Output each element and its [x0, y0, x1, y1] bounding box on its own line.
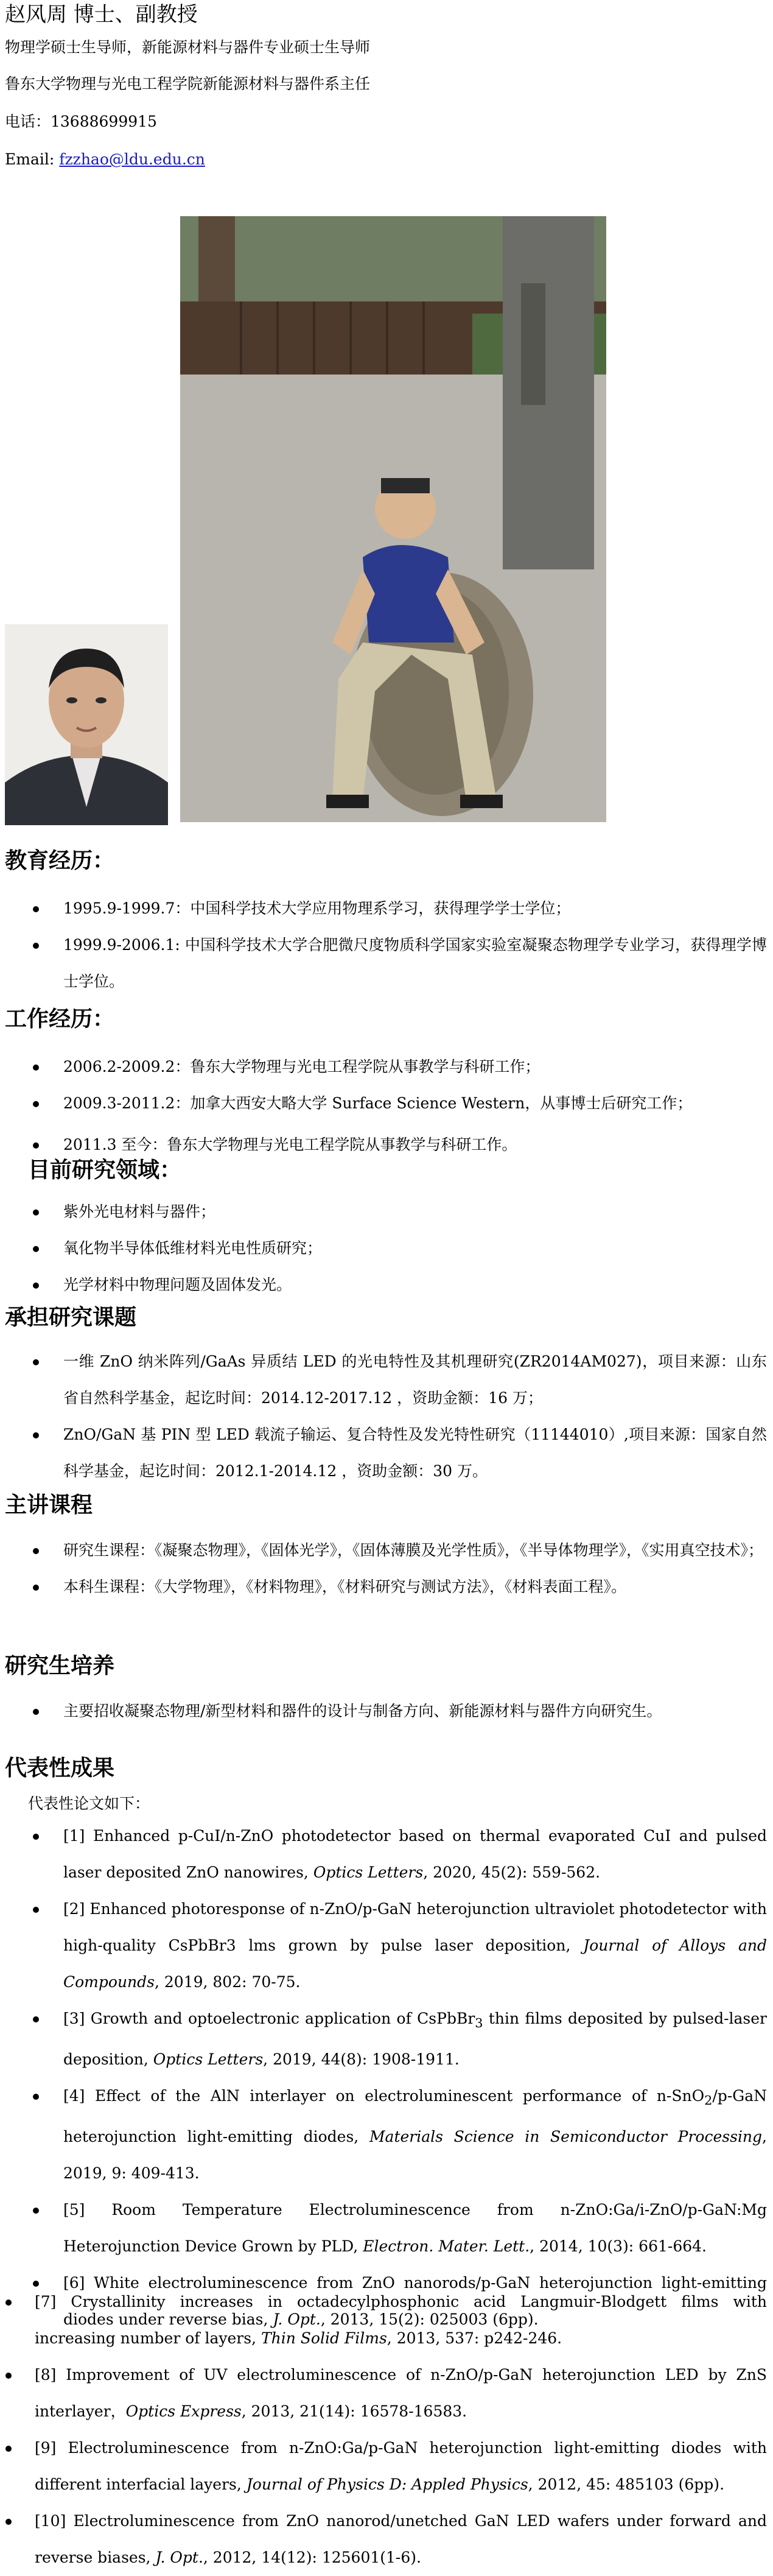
- publication-item: [8] Improvement of UV electroluminescence of n-ZnO/p-GaN heterojunction LED by ZnS interlayer，Optics Express, 2013, 21(14): 16578-16583.: [35, 2357, 767, 2430]
- publications-intro: 代表性论文如下：: [28, 1795, 150, 1812]
- portrait-illustration: [5, 624, 168, 825]
- publication-item: [5] Room Temperature Electroluminescence from n-ZnO:Ga/i-ZnO/p-GaN:Mg Heterojunction Device Grown by PLD, Electron. Mater. Lett., 2014, 10(3): 661-664.: [63, 2192, 767, 2265]
- work-list: [63, 1049, 767, 1163]
- research-heading: 目前研究领域：: [28, 1158, 182, 1183]
- list-item: 光学材料中物理问题及固体发光。: [63, 1267, 767, 1303]
- list-item: 2011.3 至今：鲁东大学物理与光电工程学院从事教学与科研工作。: [63, 1127, 767, 1163]
- list-item: 一维 ZnO 纳米阵列/GaAs 异质结 LED 的光电特性及其机理研究(ZR2014AM027)，项目来源：山东省自然科学基金，起讫时间：2014.12-2017.12 ，资助金额：16 万；: [63, 1343, 767, 1416]
- list-item: 1995.9-1999.7：中国科学技术大学应用物理系学习，获得理学学士学位；: [63, 890, 767, 927]
- work-heading: 工作经历：: [5, 1007, 115, 1032]
- publication-item: [10] Electroluminescence from ZnO nanorod/unetched GaN LED wafers under forward and reverse biases, J. Opt., 2012, 14(12): 125601(1-6).: [35, 2503, 767, 2576]
- phone-line: 电话：13688699915: [5, 113, 157, 130]
- list-item: ZnO/GaN 基 PIN 型 LED 载流子输运、复合特性及发光特性研究（11144010）,项目来源：国家自然科学基金，起讫时间：2012.1-2014.12 ，资助金额：30 万。: [63, 1416, 767, 1490]
- portrait-photo: [5, 624, 168, 825]
- list-item: 本科生课程：《大学物理》，《材料物理》，《材料研究与测试方法》，《材料表面工程》。: [63, 1569, 767, 1605]
- list-item: 2006.2-2009.2：鲁东大学物理与光电工程学院从事教学与科研工作；: [63, 1049, 767, 1085]
- courses-list: [63, 1532, 767, 1605]
- publication-item: [4] Effect of the AlN interlayer on electroluminescent performance of n-SnO$_2$/p-GaN heterojunction light-emitting diodes, Materials Science in Semiconductor Processing, 2019, 9: 409-413.: [63, 2078, 767, 2192]
- header-line-2: 鲁东大学物理与光电工程学院新能源材料与器件系主任: [5, 75, 371, 93]
- publication-item: [3] Growth and optoelectronic application of CsPbBr$_3$ thin films deposited by pulsed-laser deposition, Optics Letters, 2019, 44(8): 1908-1911.: [63, 2001, 767, 2078]
- publications-list-secondary: [35, 2284, 767, 2576]
- students-list: [63, 1693, 767, 1730]
- publication-item: [1] Enhanced p-CuI/n-ZnO photodetector based on thermal evaporated CuI and pulsed laser deposited ZnO nanowires, Optics Letters, 2020, 45(2): 559-562.: [63, 1818, 767, 1891]
- publication-item: [2] Enhanced photoresponse of n-ZnO/p-GaN heterojunction ultraviolet photodetector with high-quality CsPbBr3 lms grown by pulse laser deposition, Journal of Alloys and Compounds, 2019, 802: 70-75.: [63, 1891, 767, 2001]
- publication-item: [9] Electroluminescence from n-ZnO:Ga/p-GaN heterojunction light-emitting diodes with different interfacial layers, Journal of Physics D: Appled Physics, 2012, 45: 485103 (6pp).: [35, 2430, 767, 2503]
- education-heading: 教育经历：: [5, 848, 115, 873]
- list-item: 紫外光电材料与器件；: [63, 1194, 767, 1230]
- person-seated-photo: [180, 216, 606, 822]
- list-item: 1999.9-2006.1: 中国科学技术大学合肥微尺度物质科学国家实验室凝聚态物理学专业学习，获得理学博士学位。: [63, 927, 767, 1000]
- page-title: 赵风周 博士、副教授: [5, 2, 198, 27]
- email-label: Email:: [5, 150, 60, 168]
- email-link[interactable]: fzzhao@ldu.edu.cn: [59, 150, 205, 168]
- education-list: [63, 890, 767, 1000]
- projects-heading: 承担研究课题: [5, 1305, 137, 1330]
- courses-heading: 主讲课程: [5, 1493, 93, 1518]
- research-list: [63, 1194, 767, 1303]
- publications-list-primary: [63, 1818, 767, 2338]
- students-heading: 研究生培养: [5, 1653, 115, 1678]
- person-seated-illustration: [180, 216, 606, 822]
- publication-item: [6] White electroluminescence from ZnO nanorods/p-GaN heterojunction light-emitting diodes under reverse bias, J. Opt., 2013, 15(2): 025003 (6pp).: [63, 2265, 767, 2338]
- list-item: 研究生课程：《凝聚态物理》，《固体光学》，《固体薄膜及光学性质》，《半导体物理学》，《实用真空技术》；: [63, 1532, 767, 1569]
- list-item: 2009.3-2011.2：加拿大西安大略大学 Surface Science Western，从事博士后研究工作；: [63, 1085, 767, 1122]
- email-line: [5, 149, 205, 171]
- publication-item: [7] Crystallinity increases in octadecylphosphonic acid Langmuir-Blodgett films with increasing number of layers, Thin Solid Films, 2013, 537: p242-246.: [35, 2284, 767, 2357]
- header-line-1: 物理学硕士生导师，新能源材料与器件专业硕士生导师: [5, 38, 371, 56]
- list-item: 氧化物半导体低维材料光电性质研究；: [63, 1230, 767, 1267]
- list-item: 主要招收凝聚态物理/新型材料和器件的设计与制备方向、新能源材料与器件方向研究生。: [63, 1693, 767, 1730]
- projects-list: [63, 1343, 767, 1490]
- publications-heading: 代表性成果: [5, 1756, 115, 1781]
